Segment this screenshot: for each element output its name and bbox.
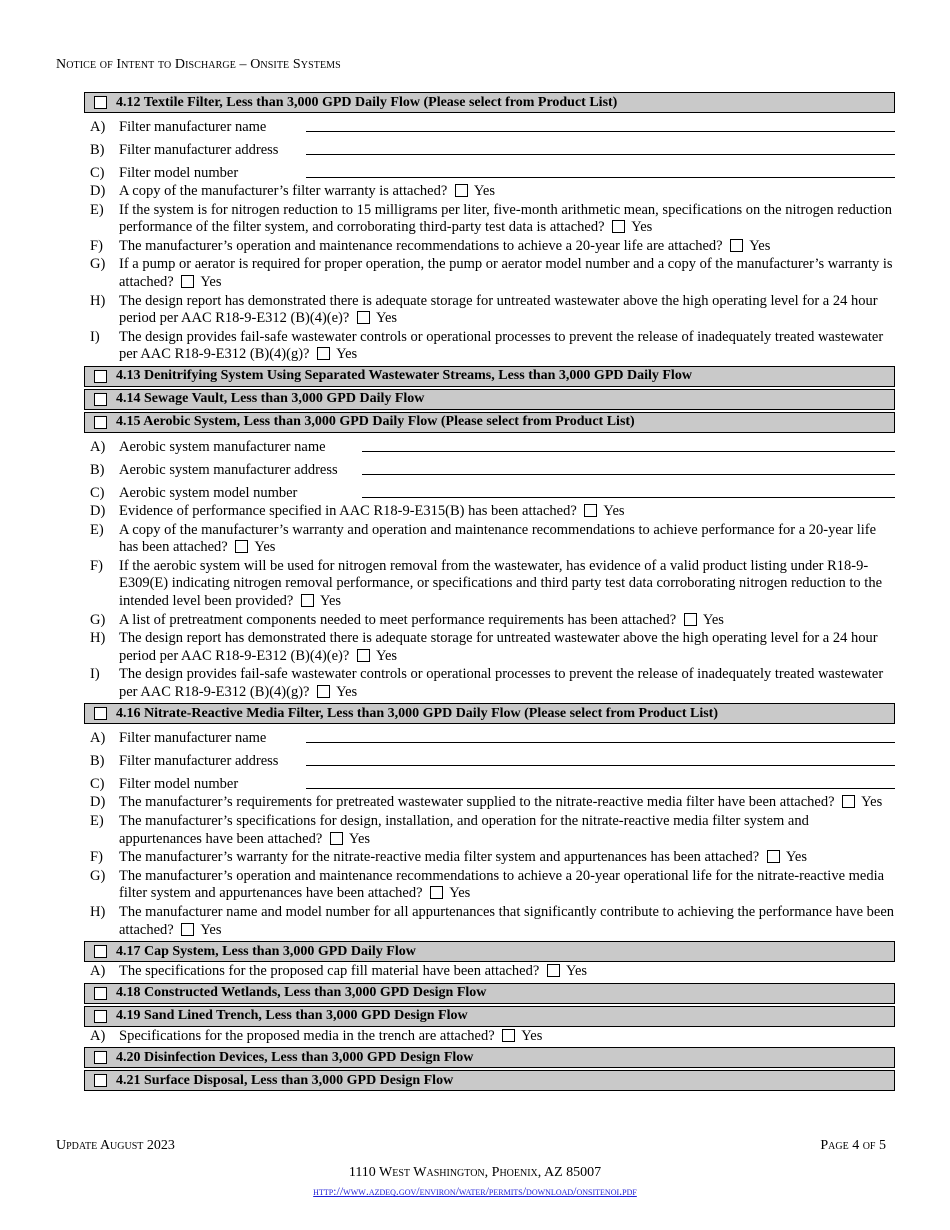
question-text: A copy of the manufacturer’s warranty and operation and maintenance recommendations to achieve performance for a 20-year life has been attached? [119,521,877,556]
item-letter: B) [90,142,105,158]
question-content [119,522,895,557]
question-content [119,612,895,630]
yes-label: Yes [449,885,471,902]
footer-page-number: Page 4 of 5 [820,1138,886,1153]
section-checkbox[interactable] [94,707,107,720]
question-text: A copy of the manufacturer’s filter warranty is attached? [119,183,448,199]
question-item [84,611,895,630]
question-item [84,867,895,903]
question-content [119,1028,895,1046]
section-title: 4.21 Surface Disposal, Less than 3,000 GPD Design Flow [116,1072,454,1088]
yes-checkbox[interactable] [317,685,330,698]
item-letter: A) [90,730,106,747]
question-item [84,665,895,701]
yes-checkbox[interactable] [301,594,314,607]
field-row [84,724,895,747]
yes-checkbox[interactable] [330,832,343,845]
section-title: 4.13 Denitrifying System Using Separated Wastewater Streams, Less than 3,000 GPD Daily Flow [116,368,692,384]
yes-checkbox[interactable] [235,540,248,553]
field-label: Aerobic system model number [119,484,298,501]
field-label: Filter model number [119,165,239,181]
question-text: The manufacturer’s operation and maintenance recommendations to achieve a 20-year operational life for the nitrate-reactive media filter system and appurtenances have been attached? [119,867,885,902]
field-row [84,770,895,793]
fill-in-line[interactable] [306,730,895,743]
item-letter: C) [90,776,105,793]
question-content [119,904,895,939]
question-item [84,201,895,237]
question-text: The design report has demonstrated there is adequate storage for untreated wastewater above the high operating level for a 24 hour period per AAC R18-9-E312 (B)(4)(e)? [119,630,878,664]
question-content [119,558,895,611]
field-row [84,136,895,159]
question-text: The specifications for the proposed cap fill material have been attached? [119,963,540,980]
item-letter: A) [90,963,106,980]
yes-label: Yes [631,219,653,236]
section-checkbox[interactable] [94,987,107,1000]
question-item [84,793,895,812]
yes-checkbox[interactable] [842,795,855,808]
item-letter: I) [90,666,100,683]
yes-label: Yes [565,963,588,980]
yes-checkbox[interactable] [317,347,330,360]
yes-option [680,612,724,628]
footer-update-date: Update August 2023 [56,1138,175,1153]
footer-url-link[interactable]: http://www.azdeq.gov/environ/water/permits/download/onsitenoi.pdf [313,1184,637,1198]
question-content [119,849,895,867]
question-item [84,292,895,328]
question-item [84,182,895,201]
question-item [84,255,895,291]
section-title: 4.12 Textile Filter, Less than 3,000 GPD Daily Flow (Please select from Product List) [116,94,618,110]
yes-label: Yes [348,830,371,847]
yes-label: Yes [336,346,358,363]
question-text: The design provides fail-safe wastewater controls or operational processes to prevent the release of inadequately treated wastewater per AAC R18-9-E312 (B)(4)(g)? [119,666,884,700]
section-checkbox[interactable] [94,1051,107,1064]
yes-label: Yes [375,647,398,664]
question-item [84,328,895,364]
document-header: Notice of Intent to Discharge – Onsite Systems [56,57,341,72]
yes-option [426,885,470,901]
question-content [119,630,895,665]
yes-label: Yes [785,849,807,866]
question-content [119,202,895,237]
question-content [119,183,895,201]
fill-in-line[interactable] [362,485,895,498]
question-item [84,629,895,665]
item-letter: B) [90,461,105,478]
yes-option [543,963,587,979]
section-title: 4.20 Disinfection Devices, Less than 3,000 GPD Design Flow [116,1049,474,1065]
yes-label: Yes [603,502,625,519]
question-text: The manufacturer’s specifications for design, installation, and operation for the nitrate-reactive media filter system and appurtenances have been attached? [119,813,809,847]
field-row [84,479,895,502]
item-letter: H) [90,630,106,647]
yes-option [726,238,770,254]
yes-checkbox[interactable] [767,850,780,863]
yes-checkbox[interactable] [181,275,194,288]
item-letter: G) [90,867,106,884]
yes-checkbox[interactable] [612,220,625,233]
yes-checkbox[interactable] [730,239,743,252]
question-text: The manufacturer’s requirements for pretreated wastewater supplied to the nitrate-reactive media filter have been attached? [119,794,835,811]
question-item [84,962,895,981]
item-letter: H) [90,904,106,921]
fill-in-line[interactable] [306,165,895,178]
item-letter: A) [90,1027,106,1044]
yes-option [580,503,624,519]
yes-checkbox[interactable] [357,311,370,324]
question-text: A list of pretreatment components needed to meet performance requirements has been attached? [119,611,677,628]
item-letter: I) [90,328,100,345]
item-letter: C) [90,165,105,181]
yes-option [498,1028,542,1044]
yes-option [353,648,397,664]
field-row [84,433,895,456]
fill-in-line[interactable] [306,776,895,789]
question-text: Evidence of performance specified in AAC R18-9-E315(B) has been attached? [119,502,577,519]
yes-label: Yes [521,1027,543,1044]
question-content [119,293,895,328]
question-content [119,256,895,291]
yes-option [313,684,357,700]
section-title: 4.15 Aerobic System, Less than 3,000 GPD Daily Flow (Please select from Product List) [116,414,635,430]
yes-label: Yes [749,237,771,254]
yes-option [353,310,397,326]
question-content [119,963,895,981]
section-checkbox[interactable] [94,393,107,406]
section-checkbox[interactable] [94,1010,107,1023]
yes-option [838,794,882,810]
question-item [84,903,895,939]
question-content [119,868,895,903]
field-label: Filter manufacturer address [119,753,279,770]
yes-option [451,183,495,199]
question-content [119,238,895,256]
section-header [84,703,895,724]
item-letter: E) [90,201,104,218]
item-letter: D) [90,183,106,199]
field-label: Filter model number [119,776,239,793]
yes-option [177,922,221,938]
yes-option [608,219,652,235]
section-header [84,941,895,962]
question-item [84,557,895,611]
question-content [119,666,895,701]
question-item [84,1027,895,1046]
item-letter: H) [90,292,106,309]
section-title: 4.18 Constructed Wetlands, Less than 3,000 GPD Design Flow [116,985,487,1001]
yes-checkbox[interactable] [455,184,468,197]
yes-label: Yes [375,310,398,327]
fill-in-line[interactable] [362,462,895,475]
item-letter: E) [90,813,104,830]
question-item [84,502,895,521]
field-row [84,456,895,479]
form-body [84,92,895,1091]
item-letter: F) [90,557,103,574]
yes-label: Yes [473,183,495,199]
yes-option [177,274,221,290]
question-item [84,812,895,848]
section-title: 4.19 Sand Lined Trench, Less than 3,000 GPD Design Flow [116,1008,468,1024]
section-checkbox[interactable] [94,370,107,383]
section-header [84,92,895,113]
yes-option [231,539,275,555]
field-row [84,747,895,770]
question-item [84,237,895,256]
field-row [84,113,895,136]
item-letter: F) [90,849,103,866]
field-label: Aerobic system manufacturer address [119,461,338,478]
yes-label: Yes [702,611,724,628]
fill-in-line[interactable] [306,753,895,766]
item-letter: G) [90,611,106,628]
yes-checkbox[interactable] [181,923,194,936]
yes-checkbox[interactable] [357,649,370,662]
question-text: The manufacturer’s operation and maintenance recommendations to achieve a 20-year life are attached? [119,237,723,254]
question-content [119,813,895,848]
yes-label: Yes [254,539,276,556]
field-label: Aerobic system manufacturer name [119,438,326,455]
question-content [119,503,895,521]
section-checkbox[interactable] [94,96,107,109]
question-content [119,329,895,364]
section-header [84,983,895,1004]
question-text: If the system is for nitrogen reduction to 15 milligrams per liter, five-month arithmetic mean, specifications on the nitrogen reduction performance of the filter system, and corroborating third-party test data is attached? [119,201,892,236]
item-letter: D) [90,502,106,519]
section-header [84,1006,895,1027]
fill-in-line[interactable] [362,439,895,452]
section-title: 4.16 Nitrate-Reactive Media Filter, Less than 3,000 GPD Daily Flow (Please select from Product List) [116,705,718,721]
question-text: The design provides fail-safe wastewater controls or operational processes to prevent the release of inadequately treated wastewater per AAC R18-9-E312 (B)(4)(g)? [119,328,884,363]
item-letter: F) [90,237,103,254]
item-letter: E) [90,521,104,538]
question-item [84,848,895,867]
item-letter: C) [90,484,105,501]
item-letter: A) [90,438,106,455]
yes-checkbox[interactable] [502,1029,515,1042]
yes-label: Yes [336,683,358,700]
question-text: Specifications for the proposed media in the trench are attached? [119,1027,495,1044]
question-content [119,794,895,812]
section-header [84,412,895,433]
question-text: The manufacturer’s warranty for the nitrate-reactive media filter system and appurtenances has been attached? [119,849,760,866]
field-label: Filter manufacturer name [119,119,267,135]
yes-option [297,593,341,609]
fill-in-line[interactable] [306,119,895,132]
item-letter: B) [90,753,105,770]
question-text: If the aerobic system will be used for nitrogen removal from the wastewater, has evidence of a valid product listing under R18-9-E309(E) indicating nitrogen removal performance, or specifications and third party test data corroborating nitrogen reduction to the intended level been provided? [119,557,883,609]
field-label: Filter manufacturer name [119,730,267,747]
item-letter: A) [90,119,106,135]
section-checkbox[interactable] [94,945,107,958]
section-header [84,366,895,387]
yes-checkbox[interactable] [547,964,560,977]
yes-label: Yes [200,273,222,290]
yes-option [313,346,357,362]
yes-checkbox[interactable] [684,613,697,626]
field-row [84,159,895,182]
section-header [84,389,895,410]
yes-option [763,849,807,865]
section-title: 4.14 Sewage Vault, Less than 3,000 GPD Daily Flow [116,391,425,407]
question-text: If a pump or aerator is required for proper operation, the pump or aerator model number and a copy of the manufacturer’s warranty is attached? [119,256,893,290]
yes-label: Yes [861,794,883,811]
section-header [84,1047,895,1068]
footer-address: 1110 West Washington, Phoenix, AZ 85007 [348,1165,602,1180]
question-item [84,521,895,557]
item-letter: G) [90,256,106,273]
question-text: The design report has demonstrated there is adequate storage for untreated wastewater above the high operating level for a 24 hour period per AAC R18-9-E312 (B)(4)(e)? [119,292,878,327]
yes-checkbox[interactable] [430,886,443,899]
section-checkbox[interactable] [94,416,107,429]
section-title: 4.17 Cap System, Less than 3,000 GPD Daily Flow [116,943,416,959]
field-label: Filter manufacturer address [119,142,279,158]
item-letter: D) [90,794,106,811]
yes-checkbox[interactable] [584,504,597,517]
section-header [84,1070,895,1091]
question-text: The manufacturer name and model number for all appurtenances that significantly contribute to achieving the performance have been attached? [119,904,895,938]
yes-option [326,831,370,847]
section-checkbox[interactable] [94,1074,107,1087]
fill-in-line[interactable] [306,142,895,155]
yes-label: Yes [200,921,222,938]
yes-label: Yes [319,592,342,609]
